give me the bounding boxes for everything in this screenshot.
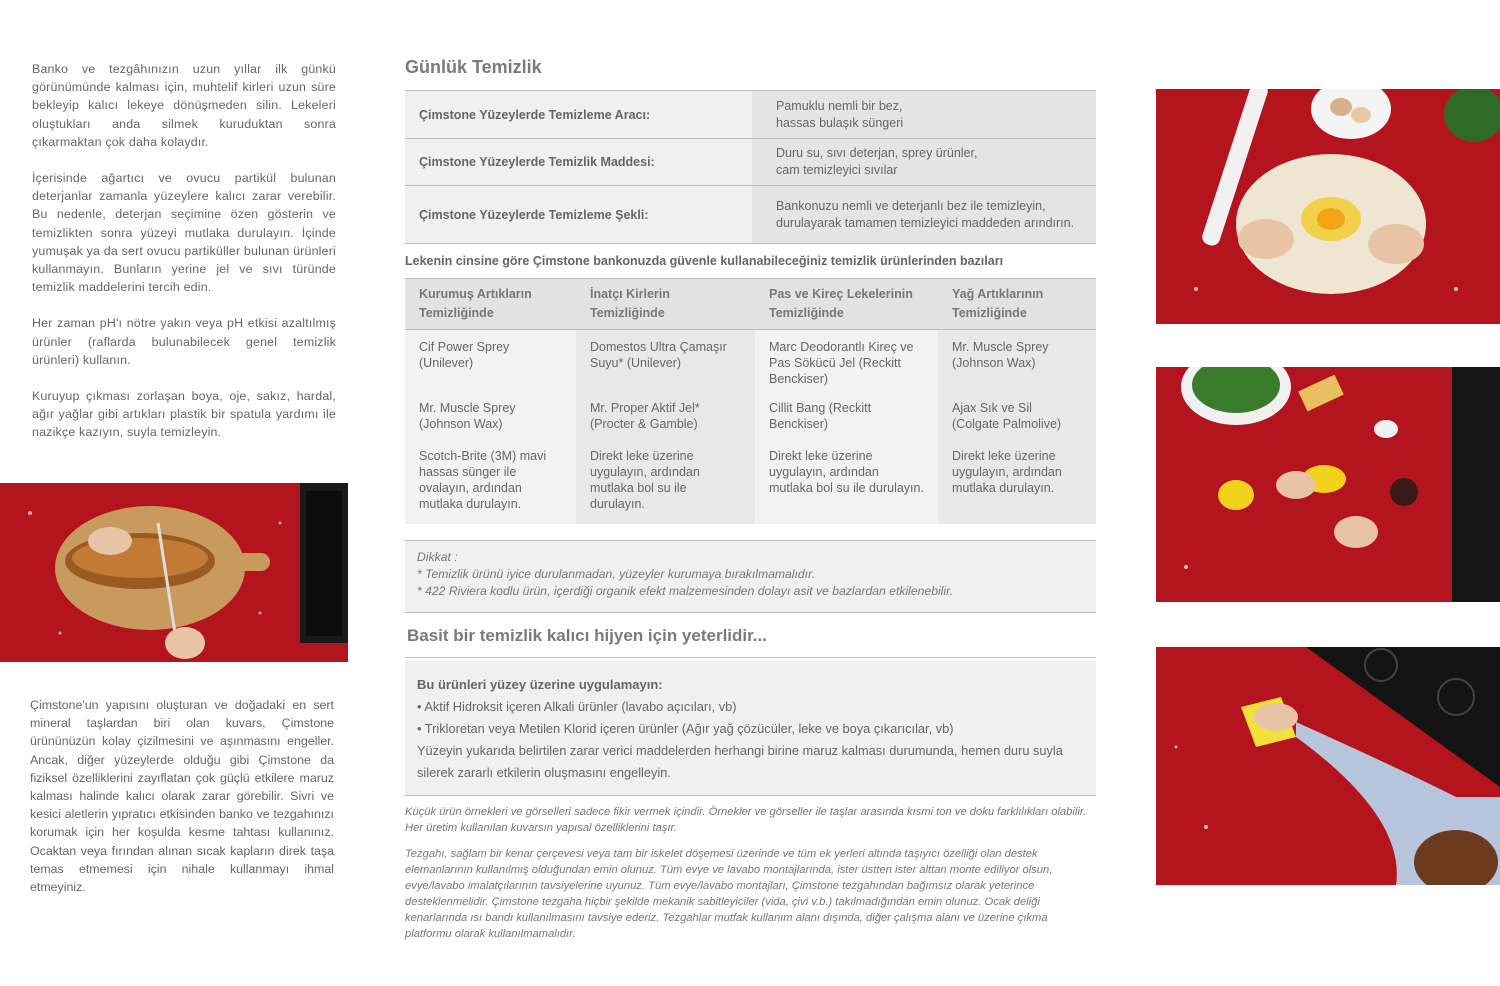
daily-key: Çimstone Yüzeylerde Temizleme Şekli:	[405, 186, 752, 244]
wiping-photo	[1156, 647, 1500, 885]
products-header: Yağ Artıklarının Temizliğinde	[938, 279, 1096, 330]
bread-photo	[0, 483, 348, 662]
product-cell: Ajax Sık ve Sil (Colgate Palmolive)	[938, 394, 1096, 442]
intro-paragraph-1: Banko ve tezgâhınızın uzun yıllar ilk günkü görünümünde kalması için, muhtelif kirleri uzun süre bekleyip kalıcı lekeye dönüşmeden silin. Lekeleri oluştukları anda silmek kuruduktan sonra çıkarmaktan çok daha kolaydır.	[32, 62, 336, 149]
hygiene-title: Basit bir temizlik kalıcı hijyen için yeterlidir...	[407, 626, 767, 645]
products-header: Pas ve Kireç Lekelerinin Temizliğinde	[755, 279, 938, 330]
product-cell: Direkt leke üzerine uygulayın, ardından mutlaka durulayın.	[938, 442, 1096, 524]
products-row	[405, 330, 1096, 394]
products-table	[405, 278, 1096, 524]
lemon-photo	[1156, 367, 1500, 602]
warning-bullet: • Trikloretan veya Metilen Klorid içeren ürünler (Ağır yağ çözücüler, leke ve boya çıkarıcılar, vb)	[417, 721, 954, 736]
product-cell: Direkt leke üzerine uygulayın, ardından mutlaka bol su ile durulayın.	[576, 442, 755, 524]
products-row	[405, 394, 1096, 442]
warning-text: Yüzeyin yukarıda belirtilen zarar verici maddelerden herhangi birine maruz kalması durumunda, hemen duru suyla silerek zararlı etkilerin oluşmasını engelleyin.	[417, 743, 1063, 780]
intro-text	[32, 60, 336, 442]
intro-paragraph-4: Kuruyup çıkması zorlaşan boya, oje, sakız, hardal, ağır yağlar gibi artıkları plastik bir spatula yardımı ile nazikçe kazıyın, suyla temizleyin.	[32, 389, 336, 440]
products-header-row	[405, 279, 1096, 330]
quartz-paragraph: Çimstone'un yapısını oluşturan ve doğadaki en sert mineral taşlardan biri olan kuvars, Çimstone ürününüzün kolay çizilmesini ve aşınmasını engeller. Ancak, diğer yüzeylerde olduğu gibi Çimstone da fiziksel özelliklerini zayıflatan çok güçlü etkilere maruz kalması halinde kalıcı olarak zarar görebilir. Sivri ve kesici aletlerin yıpratıcı etkisinden banko ve tezgahınızı korumak için her koşulda kesme tahtası kullanınız. Ocaktan veya fırından alınan sıcak kapların direk taşa temas etmemesi için nihale kullanmayı ihmal etmeyiniz.	[30, 698, 334, 895]
footnotes	[405, 804, 1095, 942]
flour-egg-photo	[1156, 89, 1500, 324]
product-cell: Mr. Muscle Sprey (Johnson Wax)	[405, 394, 576, 442]
daily-key: Çimstone Yüzeylerde Temizlik Maddesi:	[405, 139, 752, 186]
footnote: Küçük ürün örnekleri ve görselleri sadece fikir vermek içindir. Örnekler ve görseller ile taşlar arasında kısmi ton ve doku farklılıkları olabilir. Her üretim kullanılan kuvarsın yapısal özelliklerini taşır.	[405, 806, 1087, 834]
caution-label: Dikkat :	[417, 550, 458, 564]
daily-value: Duru su, sıvı deterjan, sprey ürünler, cam temizleyici sıvılar	[752, 139, 1096, 186]
caution-box	[405, 540, 1096, 613]
daily-row	[405, 139, 1096, 186]
product-cell: Mr. Proper Aktif Jel* (Procter & Gamble)	[576, 394, 755, 442]
product-cell: Mr. Muscle Sprey (Johnson Wax)	[938, 330, 1096, 394]
product-cell: Cif Power Sprey (Unilever)	[405, 330, 576, 394]
warning-bullet: • Aktif Hidroksit içeren Alkali ürünler (lavabo açıcıları, vb)	[417, 699, 737, 714]
caution-line: * Temizlik ürünü iyice durulanmadan, yüzeyler kurumaya bırakılmamalıdır.	[417, 567, 816, 581]
daily-cleaning-title: Günlük Temizlik	[405, 57, 542, 77]
products-header: İnatçı Kirlerin Temizliğinde	[576, 279, 755, 330]
daily-value: Pamuklu nemli bir bez, hassas bulaşık süngeri	[752, 91, 1096, 139]
intro-paragraph-3: Her zaman pH'ı nötre yakın veya pH etkisi azaltılmış ürünler (raflarda bulunabilecek genel temizlik ürünleri) kullanın.	[32, 316, 336, 367]
footnote: Tezgahı, sağlam bir kenar çerçevesi veya tam bir iskelet döşemesi üzerinde ve tüm ek yerleri altında taşıyıcı özelliği olan destek elemanlarının kullanılmış olduğundan emin olunuz. Tüm evye ve lavabo montajlarında, ister üstten ister alttan monte ediliyor olsun, evye/lavabo imalatçılarının tavsiyelerine uyunuz. Tüm evye/lavabo montajları, Çimstone tezgahından bağımsız olarak yeterince desteklenmelidir. Çimstone tezgaha hiçbir şekilde mekanik sabitleyiciler (vida, çivi v.b.) takılmadığından emin olunuz. Ocak deliği kenarlarında ısı bandı kullanılmasını tavsiye ederiz. Tezgahlar mutfak kullanım alanı dışında, diğer çalışma alanı ve üzerine çıkma platformu olarak kullanılmamalıdır.	[405, 848, 1053, 940]
daily-key: Çimstone Yüzeylerde Temizleme Aracı:	[405, 91, 752, 139]
intro-paragraph-2: İçerisinde ağartıcı ve ovucu partikül bulunan deterjanlar zamanla yüzeylere kalıcı zarar verebilir. Bu nedenle, deterjan seçimine özen gösterin ve temizlikten sonra yüzeyi mutlaka durulayın. İçinde yumuşak ya da sert ovucu partiküller bulunan ürünleri kullanmayın. Bunların yerine jel ve sıvı türünde temizlik maddelerini tercih edin.	[32, 171, 337, 295]
caution-line: * 422 Riviera kodlu ürün, içerdiği organik efekt malzemesinden dolayı asit ve bazlardan etkilenebilir.	[417, 584, 954, 598]
daily-value: Bankonuzu nemli ve deterjanlı bez ile temizleyin, durulayarak tamamen temizleyici maddeden arındırın.	[752, 186, 1096, 244]
products-subhead: Lekenin cinsine göre Çimstone bankonuzda güvenle kullanabileceğiniz temizlik ürünlerinden bazıları	[405, 254, 1004, 268]
daily-cleaning-table	[405, 90, 1096, 244]
product-cell: Scotch-Brite (3M) mavi hassas sünger ile ovalayın, ardından mutlaka durulayın.	[405, 442, 576, 524]
product-cell: Marc Deodorantlı Kireç ve Pas Sökücü Jel (Reckitt Benckiser)	[755, 330, 938, 394]
product-cell: Cillit Bang (Reckitt Benckiser)	[755, 394, 938, 442]
divider	[405, 657, 1096, 658]
product-cell: Direkt leke üzerine uygulayın, ardından mutlaka bol su ile durulayın.	[755, 442, 938, 524]
quartz-text	[30, 696, 334, 896]
product-cell: Domestos Ultra Çamaşır Suyu* (Unilever)	[576, 330, 755, 394]
warning-title: Bu ürünleri yüzey üzerine uygulamayın:	[417, 677, 663, 692]
products-header: Kurumuş Artıkların Temizliğinde	[405, 279, 576, 330]
warning-box	[405, 660, 1096, 796]
daily-row	[405, 186, 1096, 244]
products-row	[405, 442, 1096, 524]
daily-row	[405, 91, 1096, 139]
